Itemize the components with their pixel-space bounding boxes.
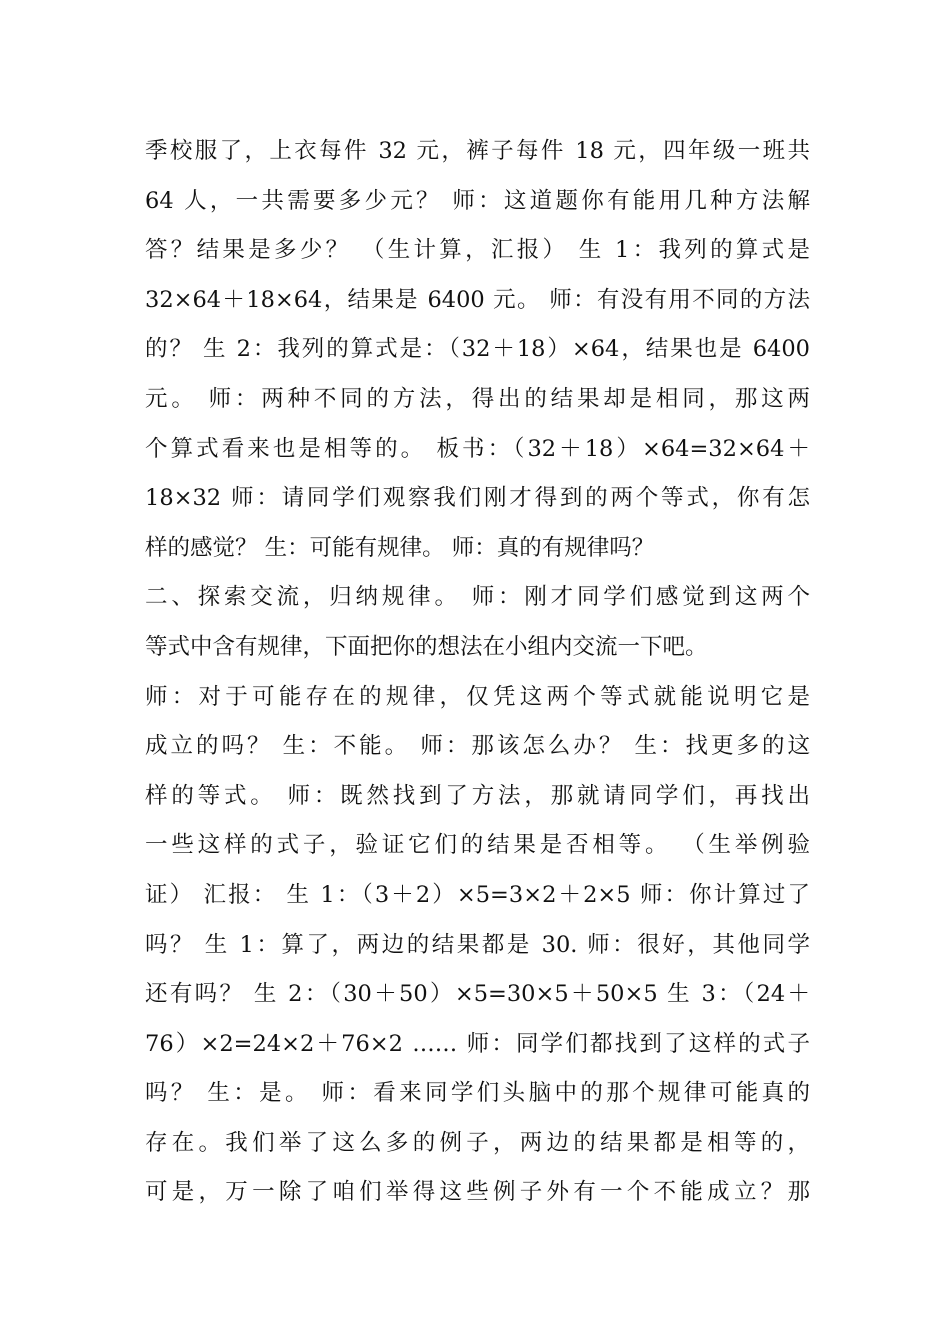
text-line: 64 人，一共需要多少元？ 师：这道题你有能用几种方法解 [145, 187, 810, 214]
text-line: 师：对于可能存在的规律，仅凭这两个等式就能说明它是 [145, 683, 810, 710]
text-line: 样的等式。 师：既然找到了方法，那就请同学们，再找出 [145, 782, 810, 809]
text-line: 成立的吗？ 生：不能。 师：那该怎么办？ 生：找更多的这 [145, 733, 810, 760]
text-line: 个算式看来也是相等的。 板书：（32＋18）×64=32×64＋ [145, 435, 810, 462]
text-line: 二、探索交流，归纳规律。 师：刚才同学们感觉到这两个 [145, 584, 810, 611]
text-line: 元。 师：两种不同的方法，得出的结果却是相同，那这两 [145, 385, 810, 412]
text-line: 答？结果是多少？ （生计算，汇报） 生 1：我列的算式是 [145, 237, 810, 264]
text-line: 18×32 师：请同学们观察我们刚才得到的两个等式，你有怎 [145, 485, 810, 512]
text-line: 吗？ 生 1：算了，两边的结果都是 30. 师：很好，其他同学 [145, 931, 810, 958]
text-line: 76）×2=24×2＋76×2 …… 师：同学们都找到了这样的式子 [145, 1030, 810, 1057]
text-line: 存在。我们举了这么多的例子，两边的结果都是相等的， [145, 1129, 810, 1156]
text-line: 吗？ 生：是。 师：看来同学们头脑中的那个规律可能真的 [145, 1080, 810, 1107]
text-line: 一些这样的式子，验证它们的结果是否相等。 （生举例验 [145, 832, 810, 859]
text-line: 等式中含有规律，下面把你的想法在小组内交流一下吧。 [145, 633, 708, 660]
text-line: 可是，万一除了咱们举得这些例子外有一个不能成立？那 [145, 1179, 810, 1206]
text-line: 样的感觉？ 生：可能有规律。 师：真的有规律吗？ [145, 534, 655, 561]
document-body [145, 127, 810, 1218]
text-line: 季校服了，上衣每件 32 元，裤子每件 18 元，四年级一班共 [145, 138, 810, 164]
text-line: 32×64＋18×64，结果是 6400 元。 师：有没有用不同的方法 [145, 286, 810, 313]
text-line: 还有吗？ 生 2：（30＋50）×5=30×5＋50×5 生 3：（24＋ [145, 981, 810, 1008]
text-line: 证） 汇报： 生 1：（3＋2）×5=3×2＋2×5 师：你计算过了 [145, 881, 810, 908]
text-line: 的？ 生 2：我列的算式是：（32＋18）×64，结果也是 6400 [145, 336, 810, 363]
